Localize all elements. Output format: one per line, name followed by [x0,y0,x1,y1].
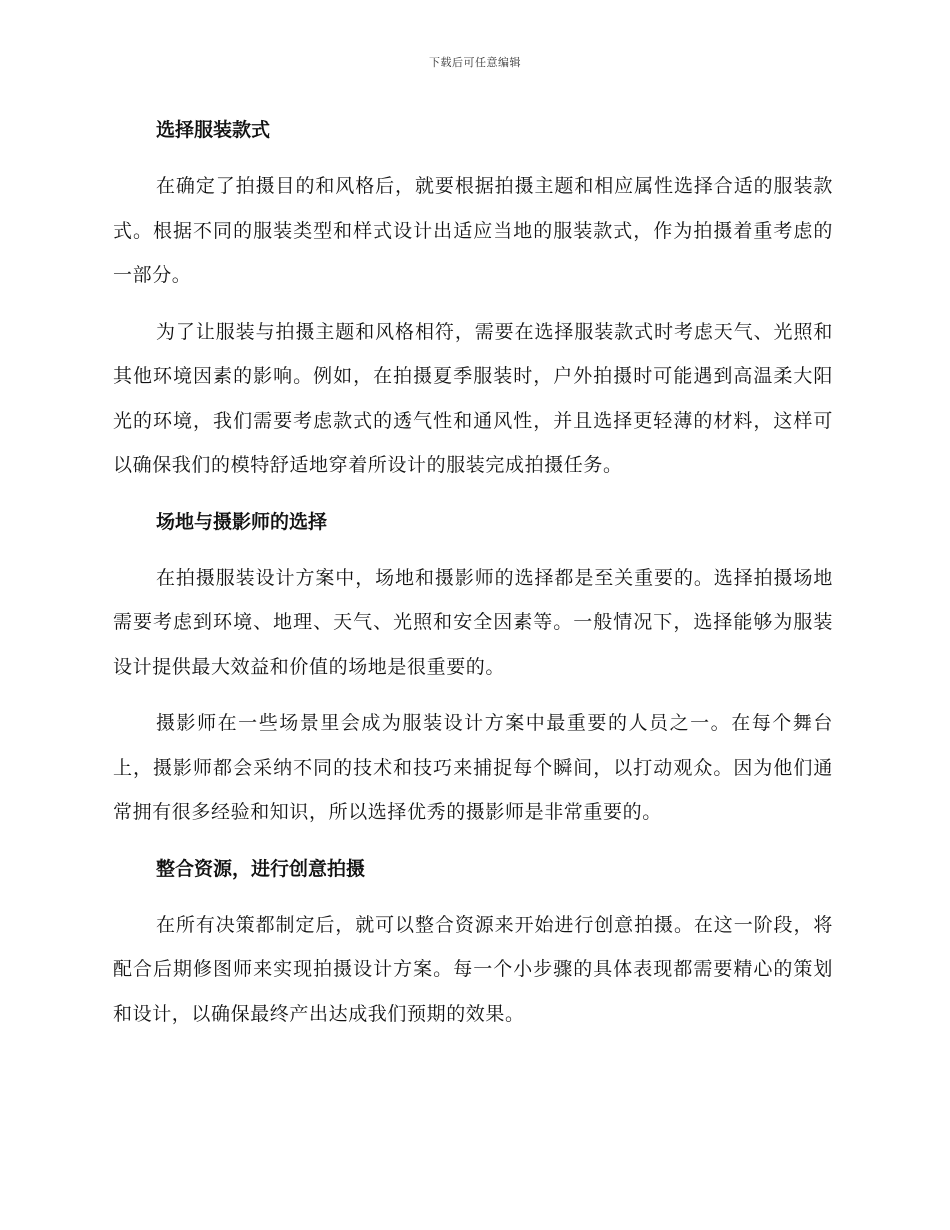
paragraph: 在所有决策都制定后，就可以整合资源来开始进行创意拍摄。在这一阶段，将配合后期修图师来实现拍摄设计方案。每一个小步骤的具体表现都需要精心的策划和设计，以确保最终产出达成我们预期的效果。 [113,913,833,1025]
page-header-note: 下载后可任意编辑 [429,56,521,69]
document-body [113,108,833,1036]
paragraph: 在拍摄服装设计方案中，场地和摄影师的选择都是至关重要的。选择拍摄场地需要考虑到环境、地理、天气、光照和安全因素等。一般情况下，选择能够为服装设计提供最大效益和价值的场地是很重要的。 [113,566,833,678]
section-heading-creative-shoot: 整合资源，进行创意拍摄 [156,857,366,880]
section-heading-clothing-style: 选择服装款式 [156,119,271,141]
paragraph: 摄影师在一些场景里会成为服装设计方案中最重要的人员之一。在每个舞台上，摄影师都会采纳不同的技术和技巧来捕捉每个瞬间，以打动观众。因为他们通常拥有很多经验和知识，所以选择优秀的摄影师是非常重要的。 [113,712,833,823]
paragraph: 在确定了拍摄目的和风格后，就要根据拍摄主题和相应属性选择合适的服装款式。根据不同的服装类型和样式设计出适应当地的服装款式，作为拍摄着重考虑的一部分。 [113,175,833,286]
section-heading-venue-photographer: 场地与摄影师的选择 [156,510,328,533]
paragraph: 为了让服装与拍摄主题和风格相符，需要在选择服装款式时考虑天气、光照和其他环境因素的影响。例如，在拍摄夏季服装时，户外拍摄时可能遇到高温柔大阳光的环境，我们需要考虑款式的透气性和通风性，并且选择更轻薄的材料，这样可以确保我们的模特舒适地穿着所设计的服装完成拍摄任务。 [113,320,833,476]
